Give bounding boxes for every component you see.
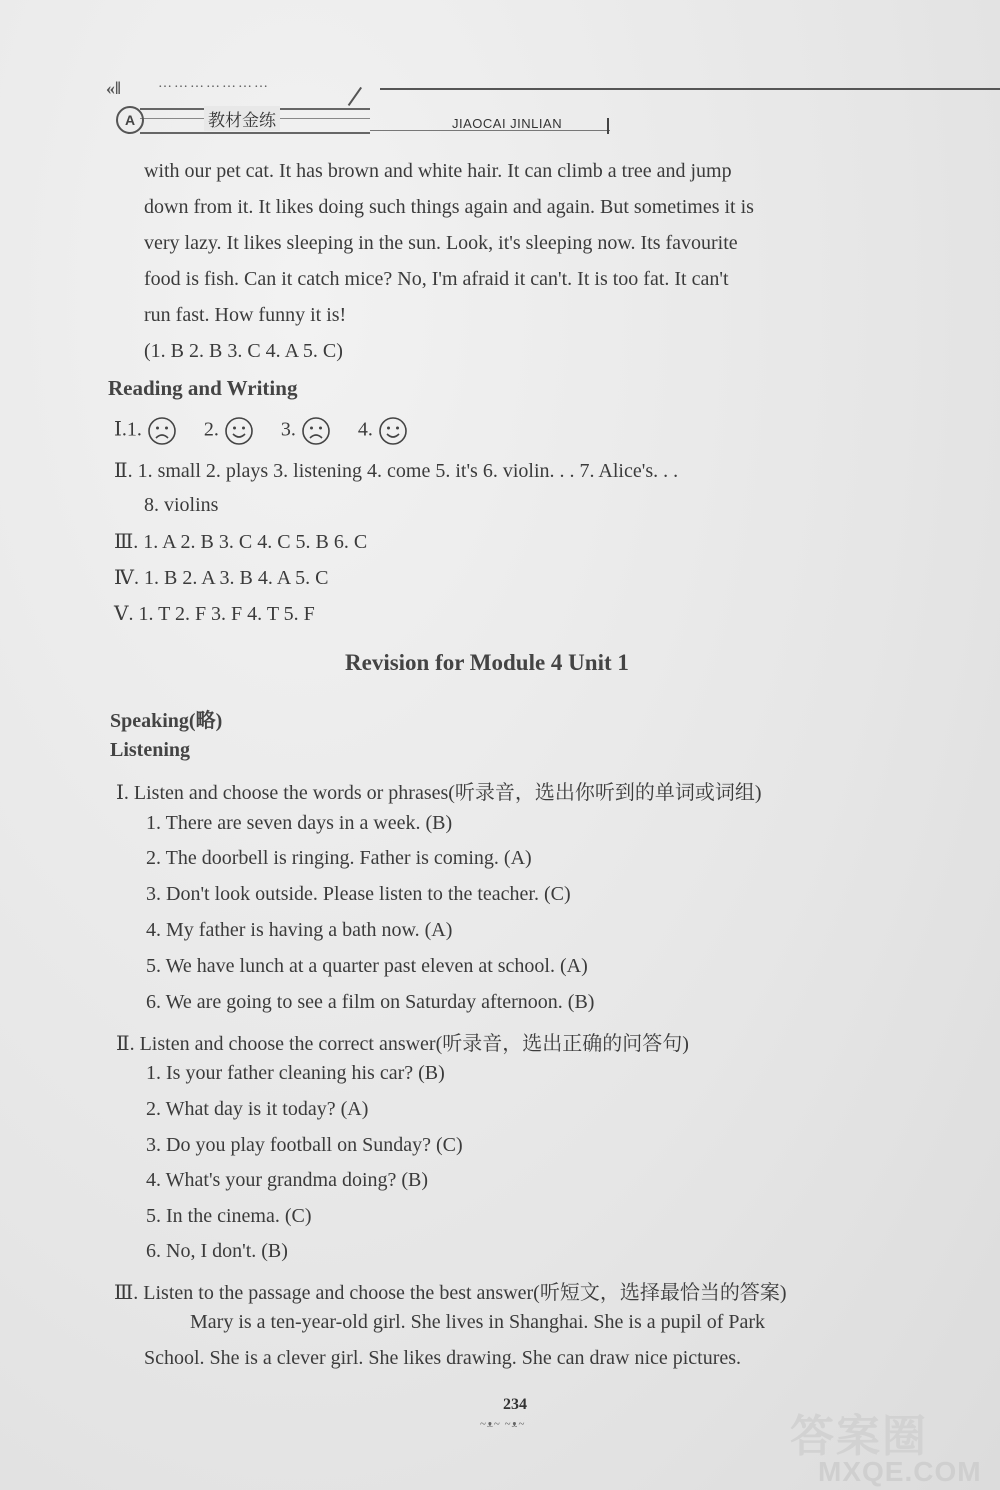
listening-heading: Listening: [110, 739, 191, 761]
part-heading: Ⅰ. Listen and choose the words or phrases(听录音，选出你听到的单词或词组): [116, 782, 762, 804]
passage-line: down from it. It likes doing such things again and again. But sometimes it is: [144, 196, 754, 218]
header-dots: …………………: [158, 76, 270, 91]
list-item: 1. There are seven days in a week. (B): [146, 812, 453, 834]
speaking-heading: Speaking(略): [110, 710, 223, 732]
passage-line: School. She is a clever girl. She likes drawing. She can draw nice pictures.: [144, 1347, 742, 1369]
reading-writing-heading: Reading and Writing: [108, 376, 298, 400]
sad-face-icon: [301, 416, 331, 446]
header-slant-rule: [348, 87, 362, 106]
answer-line: Ⅲ. 1. A 2. B 3. C 4. C 5. B 6. C: [114, 531, 368, 553]
page-number: 234: [503, 1396, 527, 1413]
answer-line: Ⅴ. 1. T 2. F 3. F 4. T 5. F: [114, 603, 315, 625]
watermark-logo: 答案圈: [790, 1411, 928, 1462]
passage-line: Mary is a ten-year-old girl. She lives in Shanghai. She is a pupil of Park: [190, 1311, 766, 1333]
list-item: 6. No, I don't. (B): [146, 1240, 288, 1262]
item-number: 3.: [280, 418, 296, 441]
header-circle-logo: A: [116, 106, 144, 134]
item-number: 4.: [357, 418, 373, 441]
passage-line: food is fish. Can it catch mice? No, I'm afraid it can't. It is too fat. It can't: [144, 268, 729, 290]
header-pinyin: JIAOCAI JINLIAN: [452, 116, 563, 131]
section-title: Revision for Module 4 Unit 1: [345, 650, 629, 675]
smiley-face-icon: [378, 416, 408, 446]
page-header: [100, 78, 1000, 138]
item-number: 1.: [126, 418, 142, 441]
header-arrows-icon: «‖: [106, 78, 121, 98]
list-item: 4. What's your grandma doing? (B): [146, 1169, 429, 1191]
list-item: 5. We have lunch at a quarter past eleven at school. (A): [146, 955, 588, 977]
passage-answers: (1. B 2. B 3. C 4. A 5. C): [144, 340, 343, 362]
part-heading: Ⅲ. Listen to the passage and choose the best answer(听短文，选择最恰当的答案): [114, 1282, 787, 1304]
header-end-bar: [607, 118, 609, 134]
answer-line: 8. violins: [144, 494, 219, 516]
answer-line: Ⅱ. 1. small 2. plays 3. listening 4. come 5. it's 6. violin. . . 7. Alice's. . .: [114, 460, 679, 482]
list-item: 2. The doorbell is ringing. Father is coming. (A): [146, 847, 532, 869]
passage-line: very lazy. It likes sleeping in the sun. Look, it's sleeping now. Its favourite: [144, 232, 738, 254]
header-top-rule: [380, 88, 1000, 90]
list-item: 3. Do you play football on Sunday? (C): [146, 1134, 463, 1156]
watermark-url: MXQE.COM: [818, 1456, 982, 1487]
part-heading: Ⅱ. Listen and choose the correct answer(听录音，选出正确的问答句): [116, 1033, 689, 1055]
roman-numeral: Ⅰ.: [114, 418, 127, 441]
list-item: 4. My father is having a bath now. (A): [146, 919, 453, 941]
passage-line: with our pet cat. It has brown and white hair. It can climb a tree and jump: [144, 160, 732, 182]
smiley-face-icon: [224, 416, 254, 446]
sad-face-icon: [147, 416, 177, 446]
faces-row: [114, 416, 430, 446]
item-number: 2.: [203, 418, 219, 441]
list-item: 6. We are going to see a film on Saturday afternoon. (B): [146, 991, 595, 1013]
list-item: 1. Is your father cleaning his car? (B): [146, 1062, 445, 1084]
answer-line: Ⅳ. 1. B 2. A 3. B 4. A 5. C: [114, 567, 329, 589]
list-item: 3. Don't look outside. Please listen to the teacher. (C): [146, 883, 571, 905]
list-item: 2. What day is it today? (A): [146, 1098, 369, 1120]
header-title: 教材金练: [204, 106, 280, 131]
passage-line: run fast. How funny it is!: [144, 304, 347, 326]
list-item: 5. In the cinema. (C): [146, 1205, 312, 1227]
page-number-ornament: ~ᴥ~ ~ᴥ~: [480, 1418, 526, 1430]
